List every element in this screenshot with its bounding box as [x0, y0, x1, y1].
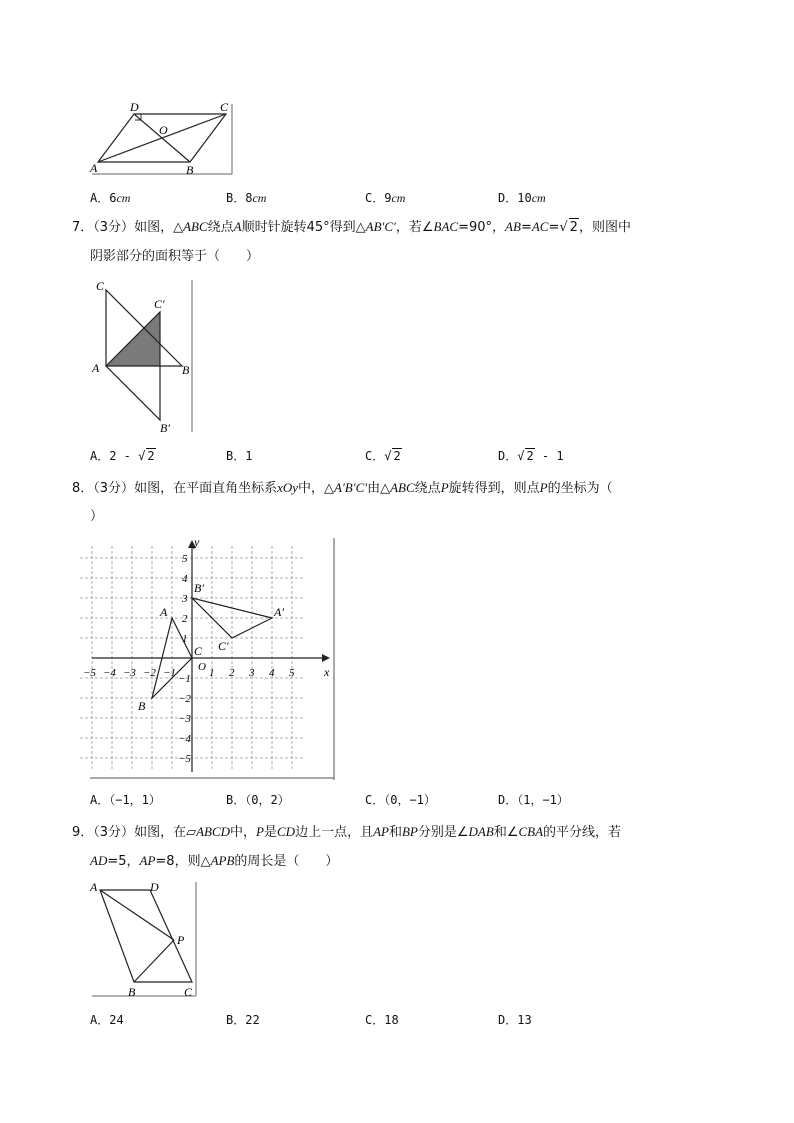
q8-x-tick-label: 4: [269, 667, 275, 679]
q8-y-tick-label: 1: [182, 633, 188, 645]
q8-coordinate-figure: [83, 535, 338, 782]
q8-y-tick-label: 4: [182, 573, 188, 585]
q7-label-cprime: C′: [154, 297, 165, 311]
q6-label-a: A: [90, 161, 98, 175]
q8-stem-line1: 8．（3分）如图，在平面直角坐标系xOy中，△A′B′C′由△ABC绕点P旋转得到，则点P的坐标为（: [72, 480, 613, 496]
q8-y-tick-label: 5: [182, 553, 188, 565]
q8-x-tick-label: −1: [163, 667, 176, 679]
q8-option-d[interactable]: D．（1，−1）: [498, 793, 569, 807]
q8-x-tick-label: 3: [249, 667, 255, 679]
q7-label-b: B: [182, 363, 190, 377]
q7-stem-line1: 7．（3分）如图，△ABC绕点A顺时针旋转45°得到△AB′C′，若∠BAC=90°，AB=AC=√ 2，则图中: [72, 219, 631, 235]
q8-y-tick-label: −1: [178, 673, 191, 685]
q8-label-c: C: [194, 644, 203, 658]
q9-option-b[interactable]: B．22: [226, 1013, 260, 1027]
q6-option-c[interactable]: C．9cm: [365, 191, 406, 205]
q7-sqrt-radicand: 2: [569, 220, 578, 235]
q7-option-a[interactable]: A．2 - √ 2: [90, 449, 155, 463]
q6-figure: [86, 96, 236, 178]
q8-x-tick-label: 2: [229, 667, 235, 679]
q8-x-tick-label: −5: [83, 667, 96, 679]
q9-stem-line2: AD=5，AP=8，则△APB的周长是（ ）: [90, 853, 339, 869]
q7-label-c: C: [96, 279, 105, 293]
q7-figure: [88, 276, 198, 436]
q9-segment-bp: [134, 940, 174, 982]
q8-axis-x-label: x: [324, 665, 330, 679]
q8-option-a[interactable]: A．（−1，1）: [90, 793, 161, 807]
q6-diagonal-bd: [134, 114, 190, 162]
q8-option-c[interactable]: C．（0，−1）: [365, 793, 436, 807]
q9-label-a: A: [90, 880, 98, 894]
q7-stem-line2: 阴影部分的面积等于（ ）: [90, 249, 260, 264]
q8-x-tick-label: 5: [289, 667, 295, 679]
q8-y-tick-label: 2: [182, 613, 188, 625]
q8-label-a: A: [160, 605, 168, 619]
q7-label-bprime: B′: [160, 421, 170, 435]
q8-origin-label: O: [198, 661, 206, 673]
q8-x-tick-label: −3: [123, 667, 136, 679]
q8-x-arrow: [322, 654, 330, 662]
q8-label-b: B: [138, 699, 146, 713]
q9-option-d[interactable]: D．13: [498, 1013, 532, 1027]
q8-label-bprime: B′: [194, 581, 204, 595]
q6-label-d: D: [130, 100, 139, 114]
q8-y-tick-label: −5: [178, 753, 191, 765]
q7-option-b[interactable]: B．1: [226, 449, 253, 463]
q8-label-cprime: C′: [218, 639, 229, 653]
q8-label-aprime: A′: [274, 605, 284, 619]
q9-label-b: B: [128, 985, 136, 999]
q8-x-tick-label: −4: [103, 667, 116, 679]
q6-label-c: C: [220, 100, 229, 114]
q6-option-b[interactable]: B．8cm: [226, 191, 267, 205]
q9-option-a[interactable]: A．24: [90, 1013, 124, 1027]
q8-x-tick-label: 1: [209, 667, 215, 679]
q6-label-b: B: [186, 163, 194, 177]
q9-segment-ap: [100, 890, 174, 940]
q8-axis-y-label: y: [194, 535, 200, 549]
q6-option-a[interactable]: A．6cm: [90, 191, 131, 205]
q9-label-d: D: [150, 880, 159, 894]
q7-option-d[interactable]: D．√ 2 - 1: [498, 449, 564, 463]
q8-y-tick-label: 3: [182, 593, 188, 605]
q8-x-tick-label: −2: [143, 667, 156, 679]
q7-option-c[interactable]: C．√ 2: [365, 449, 401, 463]
q7-sqrt-symbol: √: [559, 220, 568, 235]
q9-figure: [88, 878, 200, 1000]
q8-stem-line2: ）: [90, 509, 104, 524]
q6-label-o: O: [159, 123, 168, 137]
q9-label-c: C: [184, 985, 193, 999]
q8-option-b[interactable]: B．（0，2）: [226, 793, 290, 807]
q9-stem-line1: 9．（3分）如图，在▱ABCD中，P是CD边上一点，且AP和BP分别是∠DAB和∠CBA的平分线，若: [72, 824, 622, 840]
q9-option-c[interactable]: C．18: [365, 1013, 399, 1027]
q8-y-tick-label: −3: [178, 713, 191, 725]
q7-label-a: A: [92, 361, 100, 375]
q8-y-tick-label: −2: [178, 693, 191, 705]
q8-y-tick-label: −4: [178, 733, 191, 745]
q6-option-d[interactable]: D．10cm: [498, 191, 546, 205]
q8-tick-labels: [83, 553, 295, 765]
q9-label-p: P: [177, 933, 185, 947]
